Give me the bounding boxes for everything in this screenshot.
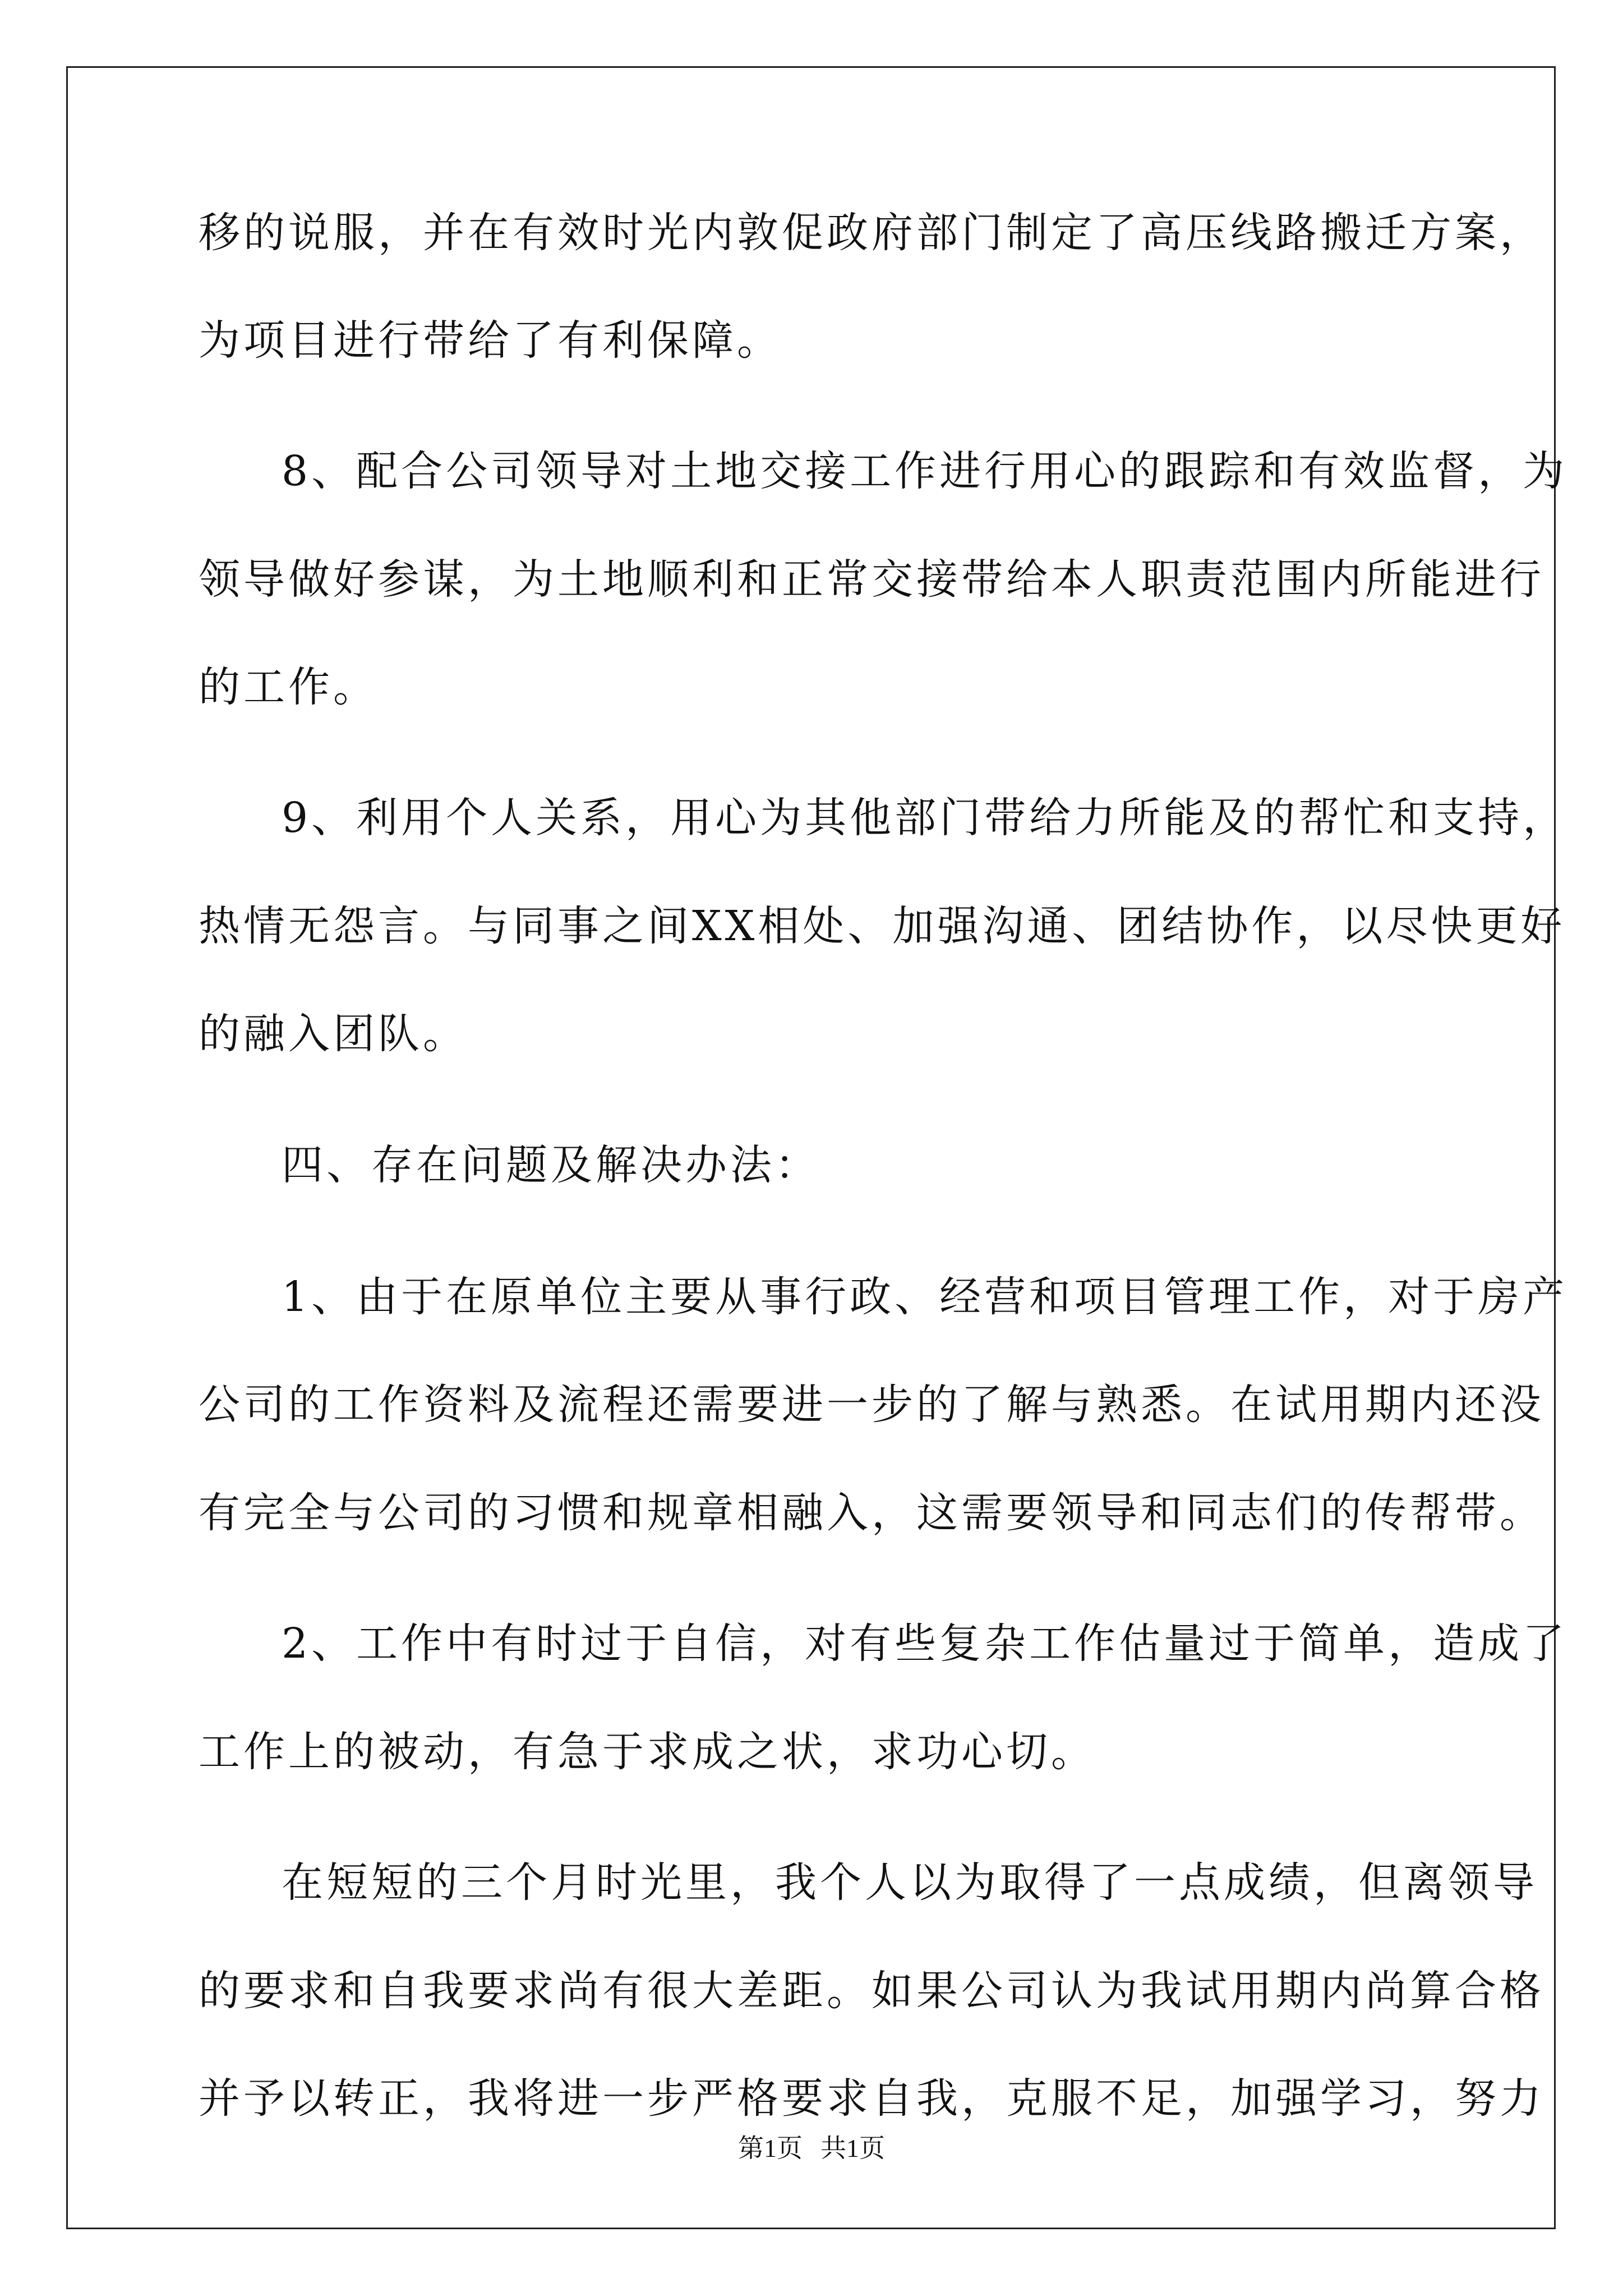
text-line: 2、工作中有时过于自信，对有些复杂工作估量过于简单，造成了 <box>282 1619 1568 1668</box>
text-line: 工作上的被动，有急于求成之状，求功心切。 <box>199 1728 1096 1776</box>
section-heading: 四、存在问题及解决办法： <box>282 1141 820 1189</box>
text-line: 公司的工作资料及流程还需要进一步的了解与熟悉。在试用期内还没 <box>199 1381 1544 1429</box>
text-line: 并予以转正，我将进一步严格要求自我，克服不足，加强学习，努力 <box>199 2074 1544 2123</box>
page-number: 第1页 <box>738 2134 803 2162</box>
text-line: 有完全与公司的习惯和规章相融入，这需要领导和同志们的传帮带。 <box>199 1489 1544 1537</box>
text-line: 领导做好参谋，为土地顺利和正常交接带给本人职责范围内所能进行 <box>199 555 1544 604</box>
text-line: 移的说服，并在有效时光内敦促政府部门制定了高压线路搬迁方案， <box>199 209 1544 257</box>
text-line: 1、由于在原单位主要从事行政、经营和项目管理工作，对于房产 <box>282 1273 1568 1321</box>
text-line: 的工作。 <box>199 663 378 711</box>
text-line: 热情无怨言。与同事之间XX相处、加强沟通、团结协作，以尽快更好 <box>199 902 1566 950</box>
text-line: 的融入团队。 <box>199 1010 468 1058</box>
page-footer <box>0 2132 1623 2165</box>
text-line: 9、利用个人关系，用心为其他部门带给力所能及的帮忙和支持， <box>282 794 1568 842</box>
text-line: 的要求和自我要求尚有很大差距。如果公司认为我试用期内尚算合格 <box>199 1967 1544 2015</box>
text-line: 在短短的三个月时光里，我个人以为取得了一点成绩，但离领导 <box>282 1858 1538 1907</box>
text-line: 8、配合公司领导对土地交接工作进行用心的跟踪和有效监督，为 <box>282 447 1568 495</box>
page-total: 共1页 <box>820 2134 885 2162</box>
text-line: 为项目进行带给了有利保障。 <box>199 316 782 365</box>
